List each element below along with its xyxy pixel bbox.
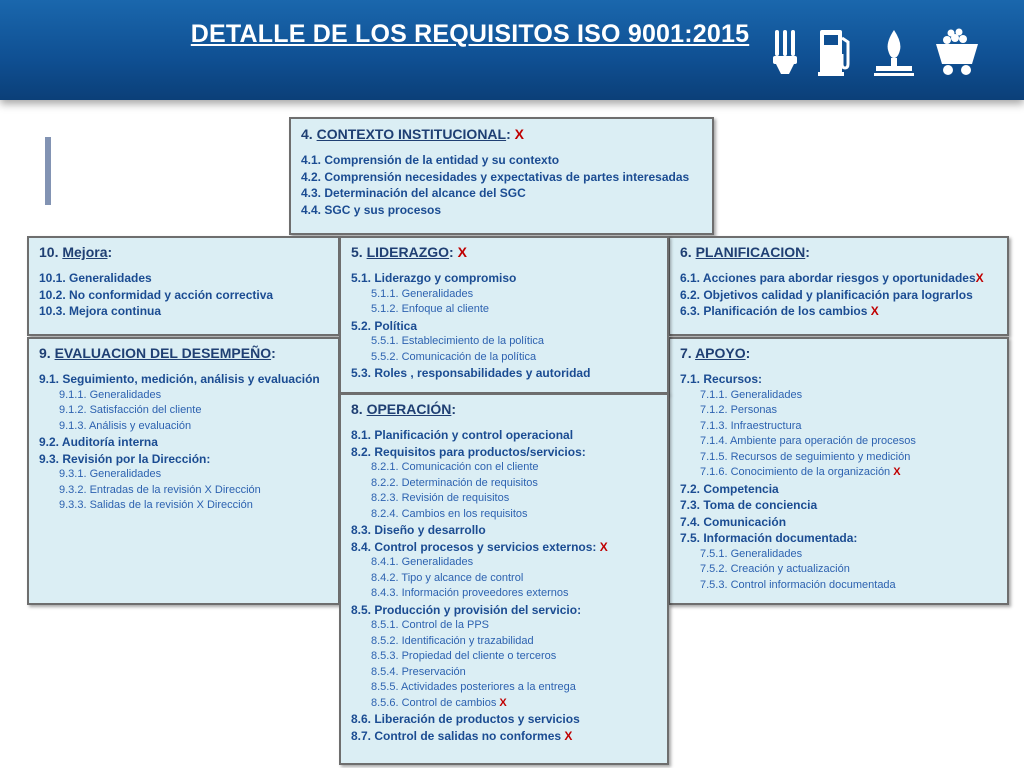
requirement-text: 8.5. Producción y provisión del servicio: (351, 602, 582, 617)
requirement-item (680, 514, 997, 531)
section-title-separator: : (107, 244, 113, 260)
page-title: DETALLE DE LOS REQUISITOS ISO 9001:2015 (190, 20, 750, 48)
requirement-text: 10.3. Mejora continua (39, 304, 162, 318)
requirement-item (301, 169, 702, 186)
mining-cart-icon (934, 28, 980, 78)
requirement-text: 8.5.1. Control de la PPS (371, 619, 490, 631)
requirement-text: 7.1.2. Personas (700, 404, 778, 416)
sub-requirement-item (680, 547, 997, 563)
requirement-text: 8.5.2. Identificación y trazabilidad (371, 634, 534, 647)
sub-requirement-item (351, 680, 657, 696)
section-number: 8. (351, 401, 363, 417)
section-4-contexto (289, 117, 714, 235)
requirement-text: 8.6. Liberación de productos y servicios (351, 712, 580, 726)
requirement-text: 8.5.3. Propiedad del cliente o terceros (371, 650, 557, 662)
requirement-item (301, 185, 702, 202)
requirement-text: 8.2.4. Cambios en los requisitos (371, 507, 528, 520)
requirement-text: 8.5.5. Actividades posteriores a la entrega (371, 681, 576, 693)
section-number: 9. (39, 345, 51, 361)
requirement-text: 8.4.3. Información proveedores externos (371, 587, 569, 599)
section-title (680, 345, 997, 361)
requirement-text: 5.1.2. Enfoque al cliente (371, 303, 490, 315)
requirement-item (351, 444, 657, 461)
requirement-text: 5.2. Política (351, 318, 418, 333)
sub-requirement-item (351, 460, 657, 476)
section-number: 10. (39, 244, 59, 260)
sub-requirement-item (351, 586, 657, 602)
section-6-planificacion (668, 236, 1009, 336)
requirement-text: 7.1.6. Conocimiento de la organización (700, 466, 894, 478)
requirement-item (39, 434, 328, 451)
section-number: 4. (301, 126, 313, 142)
requirement-text: 7.1. Recursos: (680, 372, 763, 386)
section-title-text: PLANIFICACION (695, 244, 806, 260)
section-10-mejora (27, 236, 340, 336)
x-mark: X (564, 728, 573, 743)
requirement-item (351, 602, 657, 619)
requirement-text: 9.1.2. Satisfacción del cliente (59, 404, 202, 416)
requirement-item (680, 497, 997, 514)
requirement-text: 7.1.3. Infraestructura (700, 419, 802, 432)
requirement-text: 6.1. Acciones para abordar riesgos y oportunidades (680, 271, 976, 285)
section-title (301, 126, 702, 142)
requirement-text: 8.2.1. Comunicación con el cliente (371, 461, 539, 473)
sub-requirement-item (351, 571, 657, 587)
gas-flame-icon (874, 28, 914, 78)
sub-requirement-item (680, 562, 997, 578)
sub-requirement-item (680, 434, 997, 450)
fuel-pump-icon (818, 28, 854, 78)
requirement-text: 4.4. SGC y sus procesos (301, 202, 442, 217)
requirement-text: 8.4. Control procesos y servicios externos: (351, 539, 600, 554)
requirement-text: 5.1. Liderazgo y compromiso (351, 271, 517, 285)
requirement-text: 7.5.1. Generalidades (700, 547, 803, 560)
requirement-text: 8.2.3. Revisión de requisitos (371, 492, 510, 504)
sub-requirement-item (680, 388, 997, 404)
requirement-item (351, 427, 657, 444)
requirement-text: 9.2. Auditoría interna (39, 435, 158, 449)
sub-requirement-item (680, 419, 997, 435)
requirement-item (680, 371, 997, 388)
section-title-text: Mejora (62, 244, 108, 260)
requirement-item (351, 728, 657, 745)
requirement-text: 10.2. No conformidad y acción correctiva (39, 287, 274, 302)
section-9-evaluacion (27, 337, 340, 605)
sub-requirement-item (351, 334, 657, 350)
requirement-item (39, 451, 328, 468)
requirement-text: 7.5. Información documentada: (680, 531, 858, 545)
sub-requirement-item (39, 388, 328, 404)
x-mark: X (870, 304, 879, 318)
sub-requirement-item (351, 287, 657, 303)
requirement-item (351, 711, 657, 728)
section-5-liderazgo (339, 236, 669, 394)
sub-requirement-item (351, 302, 657, 318)
requirement-item (39, 270, 328, 287)
sub-requirement-item (351, 618, 657, 634)
section-title-text: LIDERAZGO (366, 244, 450, 260)
section-number: 5. (351, 244, 363, 260)
requirement-text: 8.7. Control de salidas no conformes (351, 728, 565, 743)
requirement-text: 9.3.3. Salidas de la revisión X Dirección (59, 499, 253, 511)
requirement-text: 5.5.1. Establecimiento de la política (371, 335, 545, 347)
requirement-text: 9.1.3. Análisis y evaluación (59, 419, 192, 432)
requirement-text: 10.1. Generalidades (39, 271, 152, 285)
sub-requirement-item (39, 403, 328, 419)
requirement-item (680, 530, 997, 547)
requirement-text: 8.4.1. Generalidades (371, 556, 474, 568)
section-8-operacion (339, 393, 669, 765)
requirement-text: 4.1. Comprensión de la entidad y su contexto (301, 153, 560, 167)
requirement-text: 8.4.2. Tipo y alcance de control (371, 571, 524, 584)
requirement-item (680, 287, 997, 304)
requirement-item (351, 539, 657, 556)
requirement-text: 9.3.1. Generalidades (59, 468, 162, 480)
x-mark: X (599, 539, 608, 554)
section-number: 6. (680, 244, 692, 260)
requirement-text: 7.5.3. Control información documentada (700, 578, 896, 591)
requirement-text: 9.1. Seguimiento, medición, análisis y evaluación (39, 372, 320, 386)
requirement-text: 6.3. Planificación de los cambios (680, 304, 871, 318)
section-title (680, 244, 997, 260)
requirement-item (680, 303, 997, 320)
requirement-item (39, 303, 328, 320)
x-mark: X (499, 696, 507, 709)
sub-requirement-item (351, 649, 657, 665)
sub-requirement-item (351, 491, 657, 507)
sub-requirement-item (351, 634, 657, 650)
sub-requirement-item (351, 476, 657, 492)
section-title-separator: : (271, 345, 276, 361)
requirement-text: 7.5.2. Creación y actualización (700, 563, 850, 575)
section-title-separator: : (745, 345, 751, 361)
requirement-item (301, 202, 702, 219)
requirement-item (351, 270, 657, 287)
x-mark: X (514, 126, 525, 142)
header-icons (772, 28, 980, 78)
section-number: 7. (680, 345, 692, 361)
sub-requirement-item (351, 350, 657, 366)
requirement-text: 7.1.4. Ambiente para operación de procesos (700, 435, 916, 447)
requirement-text: 9.1.1. Generalidades (59, 388, 162, 401)
requirement-item (351, 522, 657, 539)
requirement-text: 8.5.4. Preservación (371, 665, 466, 678)
section-title-separator: : (449, 244, 454, 260)
header-bar (0, 0, 1024, 100)
sub-requirement-item (39, 419, 328, 435)
requirement-item (680, 481, 997, 498)
requirement-text: 5.1.1. Generalidades (371, 287, 474, 300)
requirement-text: 8.1. Planificación y control operacional (351, 428, 574, 442)
sub-requirement-item (351, 665, 657, 681)
sub-requirement-item (680, 465, 997, 481)
requirement-text: 8.2. Requisitos para productos/servicios: (351, 444, 586, 459)
requirement-text: 7.1.1. Generalidades (700, 388, 803, 401)
requirement-text: 7.4. Comunicación (680, 514, 787, 529)
requirement-text: 9.3. Revisión por la Dirección: (39, 451, 211, 466)
requirement-text: 5.5.2. Comunicación de la política (371, 350, 537, 363)
section-title (351, 401, 657, 417)
section-title-text: CONTEXTO INSTITUCIONAL (316, 126, 507, 142)
sub-requirement-item (351, 507, 657, 523)
section-title-separator: : (805, 244, 810, 260)
sub-requirement-item (680, 578, 997, 594)
requirement-text: 4.3. Determinación del alcance del SGC (301, 186, 526, 200)
sub-requirement-item (39, 498, 328, 514)
requirement-text: 8.5.6. Control de cambios (371, 696, 500, 709)
requirement-item (39, 287, 328, 304)
x-mark: X (457, 244, 467, 260)
requirement-text: 7.2. Competencia (680, 481, 779, 496)
section-7-apoyo (668, 337, 1009, 605)
section-title-text: APOYO (695, 345, 746, 361)
section-title-text: EVALUACION DEL DESEMPEÑO (54, 345, 272, 361)
sub-requirement-item (39, 483, 328, 499)
requirement-text: 4.2. Comprensión necesidades y expectativas de partes interesadas (301, 169, 690, 184)
requirement-text: 6.2. Objetivos calidad y planificación para lograrlos (680, 287, 973, 302)
section-title-separator: : (506, 126, 511, 142)
requirement-text: 9.3.2. Entradas de la revisión X Dirección (59, 483, 261, 496)
fluorescent-lamp-icon (772, 28, 798, 78)
side-accent-bar (45, 137, 51, 205)
requirement-text: 8.3. Diseño y desarrollo (351, 523, 486, 537)
x-mark: X (975, 271, 984, 285)
requirement-text: 7.1.5. Recursos de seguimiento y medición (700, 450, 911, 463)
requirement-text: 5.3. Roles , responsabilidades y autoridad (351, 366, 591, 380)
section-title (351, 244, 657, 260)
requirement-item (351, 318, 657, 335)
sub-requirement-item (680, 450, 997, 466)
requirement-item (301, 152, 702, 169)
requirement-item (351, 365, 657, 382)
section-title-separator: : (451, 401, 457, 417)
requirement-text: 7.3. Toma de conciencia (680, 498, 818, 512)
requirement-item (39, 371, 328, 388)
section-title (39, 345, 328, 361)
sub-requirement-item (351, 696, 657, 712)
x-mark: X (893, 466, 901, 478)
requirement-text: 8.2.2. Determinación de requisitos (371, 476, 538, 489)
section-title-text: OPERACIÓN (366, 401, 452, 417)
sub-requirement-item (351, 555, 657, 571)
sub-requirement-item (680, 403, 997, 419)
requirement-item (680, 270, 997, 287)
sub-requirement-item (39, 467, 328, 483)
section-title (39, 244, 328, 260)
